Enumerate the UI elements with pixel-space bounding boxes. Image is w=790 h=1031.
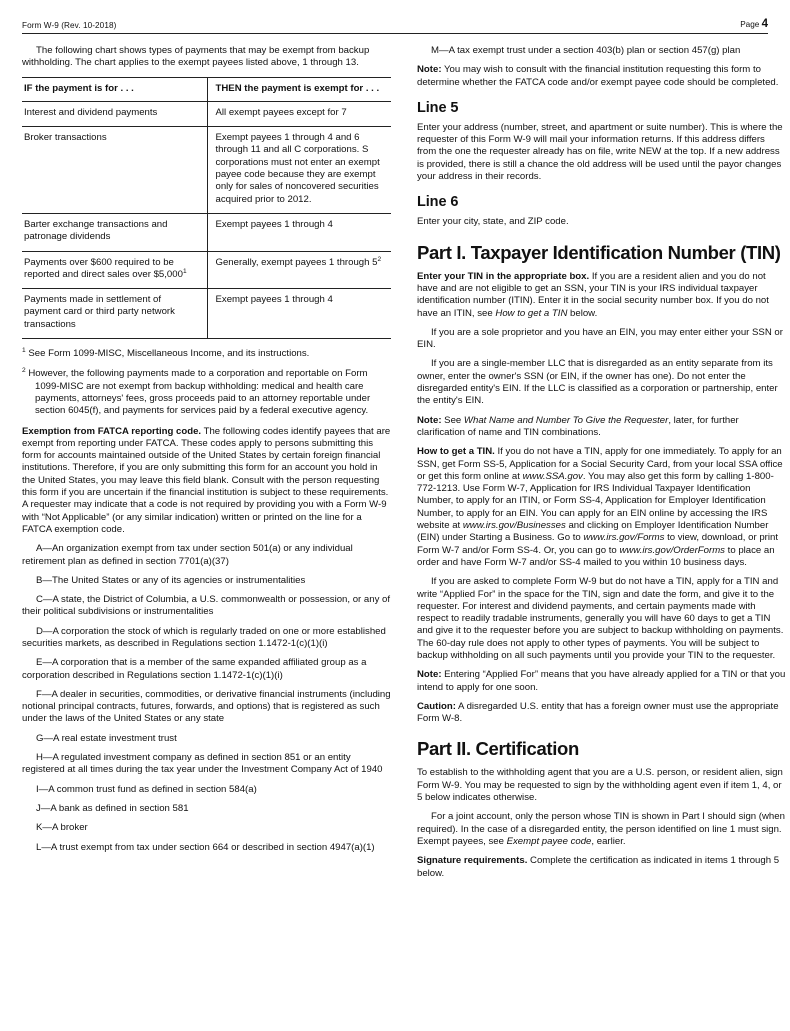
note-lead-in: Note: [417,669,442,681]
how-to-body-d: to view, download, or print Form W-7 and/or Form SS-4. Or, you can go to [417,532,778,556]
how-to-body-b: . You may also get this form by calling 1-800-772-1213. Use Form W-7, Application for IRS Individual Taxpayer Identification Number, to apply for an ITIN, or Form SS-4, Application for Employer Identification Number, to apply for an EIN. You can apply for an EIN online by accessing the IRS website at [417,470,774,532]
caution-paragraph [417,701,786,726]
tin-body-b: below. [567,307,598,319]
table-cell-payment-for: Interest and dividend payments [22,101,207,126]
fatca-code-j: J—A bank as defined in section 581 [36,802,189,814]
note-body: You may wish to consult with the financial institution requesting this form to determine whether the FATCA code and/or exempt payee code should be completed. [417,64,779,88]
table-cell-payment-for: Broker transactions [22,127,207,214]
tin-body-a: If you are a resident alien and you do not have and are not eligible to get an SSN, your TIN is your IRS individual taxpayer identification number (ITIN). Enter it in the social security number box. If you do not have an ITIN, see [417,270,769,319]
table-cell-payment-for: Payments made in settlement of payment card or third party network transactions [22,289,207,339]
table-row [22,289,391,339]
heading-line-6: Line 6 [417,194,459,211]
line-6-body: Enter your city, state, and ZIP code. [417,216,569,228]
note-body-b: , later, for further clarification of name and TIN combinations. [417,414,739,438]
footnote-ref: 1 [182,267,187,275]
signature-requirements-paragraph [417,855,786,880]
fatca-code-m: M—A tax exempt trust under a section 403(b) plan or section 457(g) plan [431,45,741,56]
note-italic-ref: What Name and Number To Give the Requester [463,414,669,426]
fatca-code-f: F—A dealer in securities, commodities, or derivative financial instruments (including notional principal contracts, futures, forwards, and options) that is registered as such under the laws of the United States or any state [22,688,391,725]
link-irs-businesses[interactable]: www.irs.gov/Businesses [462,520,566,532]
tin-box-paragraph [417,271,786,320]
fatca-code-h: H—A regulated investment company as defined in section 851 or an entity registered at all times during the tax year under the Investment Company Act of 1940 [22,752,383,776]
cell-text: Payments over $600 required to be reported and direct sales over $5,000 [24,256,183,280]
caution-lead-in: Caution: [417,700,456,712]
table-cell-payment-for [22,251,207,289]
how-to-body-a: If you do not have a TIN, apply for one immediately. To apply for an SSN, get Form SS-5, Application for a Social Security Card, from your local SSA office or get this form online at [417,446,783,482]
table-cell-exempt-for: Exempt payees 1 through 4 and 6 through 11 and all C corporations. S corporations must not enter an exempt payee code because they are exempt only for sales of noncovered securities acquired prior to 2012. [207,127,391,214]
cert2-body-b: , earlier. [591,835,626,847]
footnote-marker: 1 [22,346,26,354]
footnote-text: See Form 1099-MISC, Miscellaneous Income, and its instructions. [28,348,310,360]
sole-proprietor-paragraph: If you are a sole proprietor and you have an EIN, you may enter either your SSN or EIN. [417,326,783,351]
how-to-body-c: and clicking on Employer Identification Number (EIN) under Starting a Business. Go to [417,520,769,544]
fatca-code-k: K—A broker [36,822,88,834]
signature-lead-in: Signature requirements. [417,855,528,867]
fatca-note-paragraph [417,64,786,89]
page-number-label [740,18,768,30]
fatca-code-c: C—A state, the District of Columbia, a U.S. commonwealth or possession, or any of their political subdivisions or instrumentalities [22,594,391,618]
footnote-ref: 2 [377,255,382,263]
footnote-2 [22,368,391,417]
footnote-marker: 2 [22,367,26,375]
running-head [22,18,768,34]
table-header-then: THEN the payment is exempt for . . . [207,77,391,101]
left-column [22,45,391,861]
certification-paragraph-1: To establish to the withholding agent that you are a U.S. person, or resident alien, sign Form W-9. You may be requested to sign by the withholding agent even if item 1, 4, or 5 below indicates otherwise. [417,767,783,804]
note-lead-in: Note: [417,414,442,426]
table-row [22,213,391,251]
tin-note-paragraph [417,415,786,440]
two-column-layout [22,45,786,887]
fatca-code-l: L—A trust exempt from tax under section 664 or described in section 4947(a)(1) [36,841,375,853]
heading-part-1: Part I. Taxpayer Identification Number (TIN) [417,241,781,263]
fatca-code-e: E—A corporation that is a member of the same expanded affiliated group as a corporation described in Regulations section 1.1472-1(c)(1)(i) [22,657,367,681]
fatca-code-d: D—A corporation the stock of which is regularly traded on one or more established securities markets, as described in Regulations section 1.1472-1(c)(1)(i) [22,625,386,649]
applied-for-paragraph: If you are asked to complete Form W-9 but do not have a TIN, apply for a TIN and write “Applied For” in the space for the TIN, sign and date the form, and give it to the requester. For interest and dividend payments, and certain payments made with respect to readily tradable instruments, generally you will have 60 days to get a TIN and give it to the requester before you are subject to backup withholding on payments. The 60-day rule does not apply to other types of payments. You will be subject to backup withholding on all such payments until you provide your TIN to the requester. [417,576,784,661]
fatca-code-g: G—A real estate investment trust [36,732,177,744]
fatca-code-a: A—An organization exempt from tax under section 501(a) or any individual retirement plan as defined in section 7701(a)(37) [22,543,353,567]
link-irs-orderforms[interactable]: www.irs.gov/OrderForms [619,544,725,556]
fatca-body: The following codes identify payees that are exempt from reporting under FATCA. These codes apply to persons submitting this form for accounts maintained outside of the United States by certain foreign financial institutions. Therefore, if you are only submitting this form for an account you hold in the United States, you may leave this field blank. Consult with the person requesting this form if you are uncertain if the financial institution is subject to these requirements. A requester may indicate that a code is not required by providing you with a Form W-9 with “Not Applicable” (or any similar indication) written or printed on the line for a FATCA exemption code. [22,425,391,535]
footnote-1 [22,348,391,360]
note-body-a: See [441,414,464,426]
link-ssa-gov[interactable]: www.SSA.gov [522,470,583,482]
applied-for-note-paragraph [417,669,786,694]
how-to-lead-in: How to get a TIN. [417,446,495,458]
table-row [22,101,391,126]
line-5-body: Enter your address (number, street, and apartment or suite number). This is where the requester of this Form W-9 will mail your information returns. If this address differs from the one the requester already has on file, write NEW at the top. If a new address is provided, there is still a chance the old address will be used until the payor changes your address in their records. [417,121,783,183]
page-word: Page [740,20,760,29]
certification-paragraph-2 [417,811,786,848]
cell-text: Generally, exempt payees 1 through 5 [215,256,378,268]
table-cell-exempt-for [207,251,391,289]
table-cell-exempt-for: Exempt payees 1 through 4 [207,289,391,339]
table-header-row [22,77,391,101]
heading-line-5: Line 5 [417,99,459,116]
fatca-lead-in: Exemption from FATCA reporting code. [22,425,202,437]
table-cell-exempt-for: Exempt payees 1 through 4 [207,213,391,251]
footnote-text: However, the following payments made to a corporation and reportable on Form 1099-MISC are not exempt from backup withholding: medical and health care payments, attorneys' fees, gross proceeds paid to an attorney reportable under section 6045(f), and payments for services paid by a federal executive agency. [28,368,371,417]
fatca-code-i: I—A common trust fund as defined in section 584(a) [36,783,257,795]
fatca-code-b: B—The United States or any of its agencies or instrumentalities [36,574,306,586]
table-row [22,127,391,214]
tin-italic-ref: How to get a TIN [495,307,568,319]
exempt-payments-table [22,77,391,339]
heading-part-2: Part II. Certification [417,738,579,760]
tin-lead-in: Enter your TIN in the appropriate box. [417,270,590,282]
single-member-llc-paragraph: If you are a single-member LLC that is disregarded as an entity separate from its owner, enter the owner's SSN (or EIN, if the owner has one). Do not enter the disregarded entity's EIN. If the LLC is classified as a corporation or partnership, enter the entity's EIN. [417,358,778,407]
cert2-body-a: For a joint account, only the person whose TIN is shown in Part I should sign (when required). In the case of a disregarded entity, the person identified on line 1 must sign. Exempt payees, see [417,811,785,847]
page-number: 4 [761,18,768,30]
cert2-italic-ref: Exempt payee code [506,835,592,847]
link-irs-forms[interactable]: www.irs.gov/Forms [583,532,665,544]
form-identifier: Form W-9 (Rev. 10-2018) [22,21,117,30]
table-header-if: IF the payment is for . . . [22,77,207,101]
how-to-body-e: to place an order and have Form W-7 and/or SS-4 mailed to you within 10 business days. [417,544,775,568]
table-cell-exempt-for: All exempt payees except for 7 [207,101,391,126]
table-cell-payment-for: Barter exchange transactions and patronage dividends [22,213,207,251]
note-lead-in: Note: [417,64,442,76]
signature-body: Complete the certification as indicated in items 1 through 5 below. [417,855,780,879]
caution-body: A disregarded U.S. entity that has a foreign owner must use the appropriate Form W-8. [417,700,779,725]
right-column [417,45,786,887]
how-to-get-tin-paragraph [417,446,786,569]
table-row [22,251,391,289]
chart-intro-paragraph: The following chart shows types of payments that may be exempt from backup withholding. The chart applies to the exempt payees listed above, 1 through 13. [22,45,370,69]
fatca-exemption-paragraph [22,426,391,537]
note-body: Entering “Applied For” means that you have already applied for a TIN or that you intend to apply for one soon. [417,669,786,693]
